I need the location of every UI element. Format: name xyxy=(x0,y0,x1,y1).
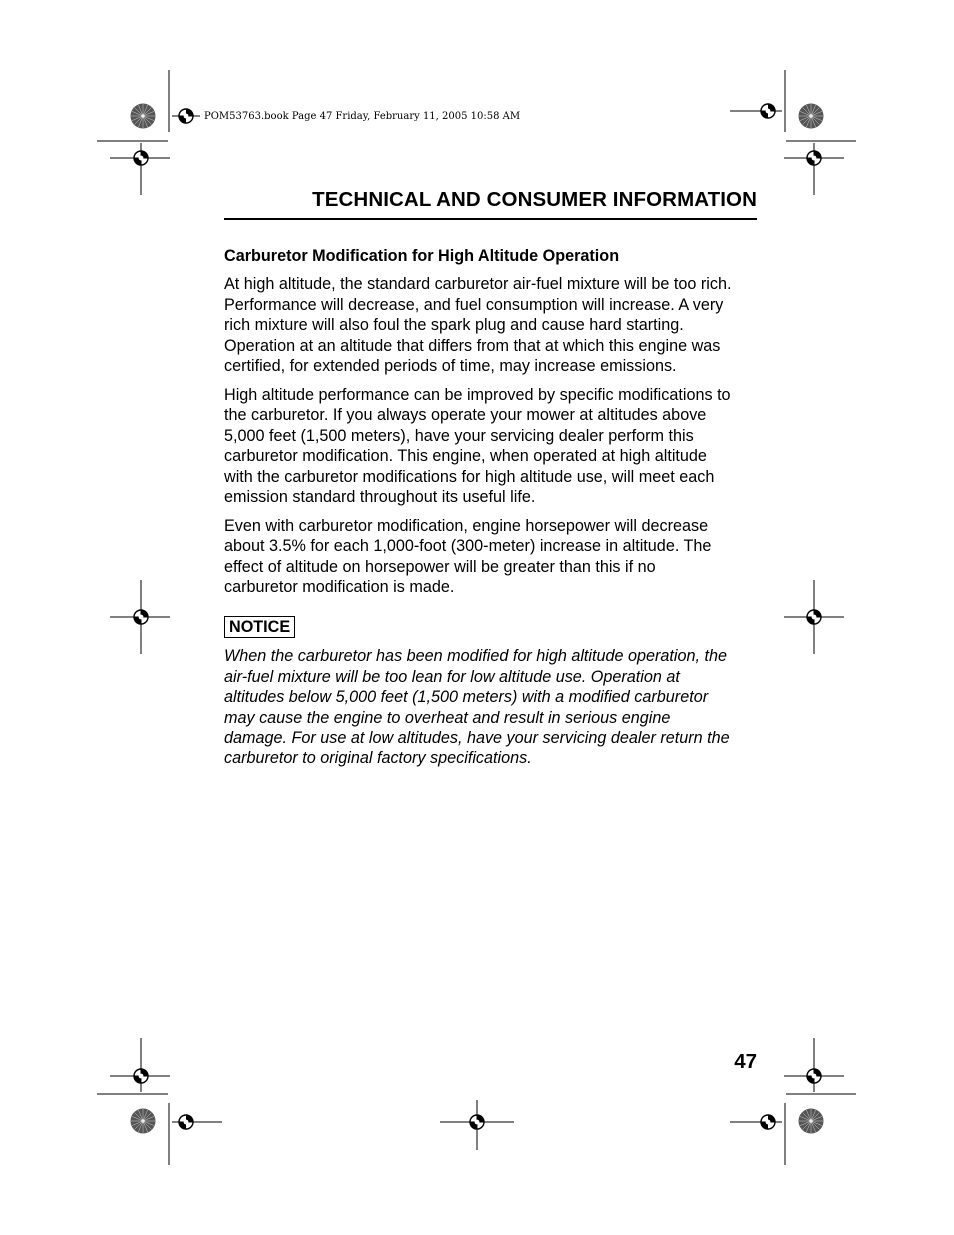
text-line: may cause the engine to overheat and result in serious engine xyxy=(224,708,671,727)
registration-target-mark xyxy=(134,1069,148,1083)
text-line: rich mixture will also foul the spark plug and cause hard starting. xyxy=(224,316,684,335)
text-line: emission standard throughout its useful life. xyxy=(224,488,536,507)
text-line: At high altitude, the standard carburetor air-fuel mixture will be too rich. xyxy=(224,275,732,294)
section-subheading: Carburetor Modification for High Altitude Operation xyxy=(224,247,620,265)
registration-target-mark xyxy=(807,151,821,165)
text-line: air-fuel mixture will be too lean for low altitude use. Operation at xyxy=(224,667,680,686)
text-line: about 3.5% for each 1,000-foot (300-meter) increase in altitude. The xyxy=(224,537,712,556)
text-line: certified, for extended periods of time, may increase emissions. xyxy=(224,357,677,376)
page-content xyxy=(224,246,764,777)
print-slug: POM53763.book Page 47 Friday, February 11, 2005 10:58 AM xyxy=(204,111,521,122)
registration-target-mark xyxy=(134,610,148,624)
text-line: 5,000 feet (1,500 meters), have your servicing dealer perform this xyxy=(224,426,694,445)
heading-rule xyxy=(224,218,757,220)
page-heading: TECHNICAL AND CONSUMER INFORMATION xyxy=(312,188,757,211)
body-paragraph xyxy=(224,274,764,376)
registration-star-mark xyxy=(799,1109,824,1134)
registration-target-mark xyxy=(761,1115,775,1129)
registration-star-mark xyxy=(131,1109,156,1134)
text-line: Performance will decrease, and fuel consumption will increase. A very xyxy=(224,295,724,314)
text-line: altitudes below 5,000 feet (1,500 meters) with a modified carburetor xyxy=(224,688,709,707)
text-line: Even with carburetor modification, engine horsepower will decrease xyxy=(224,517,709,536)
registration-target-mark xyxy=(807,1069,821,1083)
body-paragraph xyxy=(224,516,764,598)
text-line: When the carburetor has been modified for high altitude operation, the xyxy=(224,647,728,666)
text-line: effect of altitude on horsepower will be greater than this if no xyxy=(224,557,656,576)
registration-star-mark xyxy=(799,104,824,129)
text-line: carburetor modification is made. xyxy=(224,578,455,597)
page-number: 47 xyxy=(734,1050,757,1073)
body-paragraph xyxy=(224,385,764,507)
text-line: High altitude performance can be improved by specific modifications to xyxy=(224,386,731,405)
registration-target-mark xyxy=(134,151,148,165)
registration-target-mark xyxy=(179,109,193,123)
registration-target-mark xyxy=(179,1115,193,1129)
text-line: damage. For use at low altitudes, have your servicing dealer return the xyxy=(224,728,730,747)
text-line: with the carburetor modifications for high altitude use, will meet each xyxy=(224,467,715,486)
registration-star-mark xyxy=(131,104,156,129)
text-line: the carburetor. If you always operate your mower at altitudes above xyxy=(224,406,707,425)
text-line: carburetor to original factory specifications. xyxy=(224,749,532,768)
registration-target-mark xyxy=(761,104,775,118)
text-line: Operation at an altitude that differs from that at which this engine was xyxy=(224,336,721,355)
registration-target-mark xyxy=(807,610,821,624)
registration-target-mark xyxy=(470,1115,484,1129)
text-line: carburetor modification. This engine, when operated at high altitude xyxy=(224,447,707,466)
notice-label: NOTICE xyxy=(224,616,295,638)
notice-paragraph xyxy=(224,646,764,768)
